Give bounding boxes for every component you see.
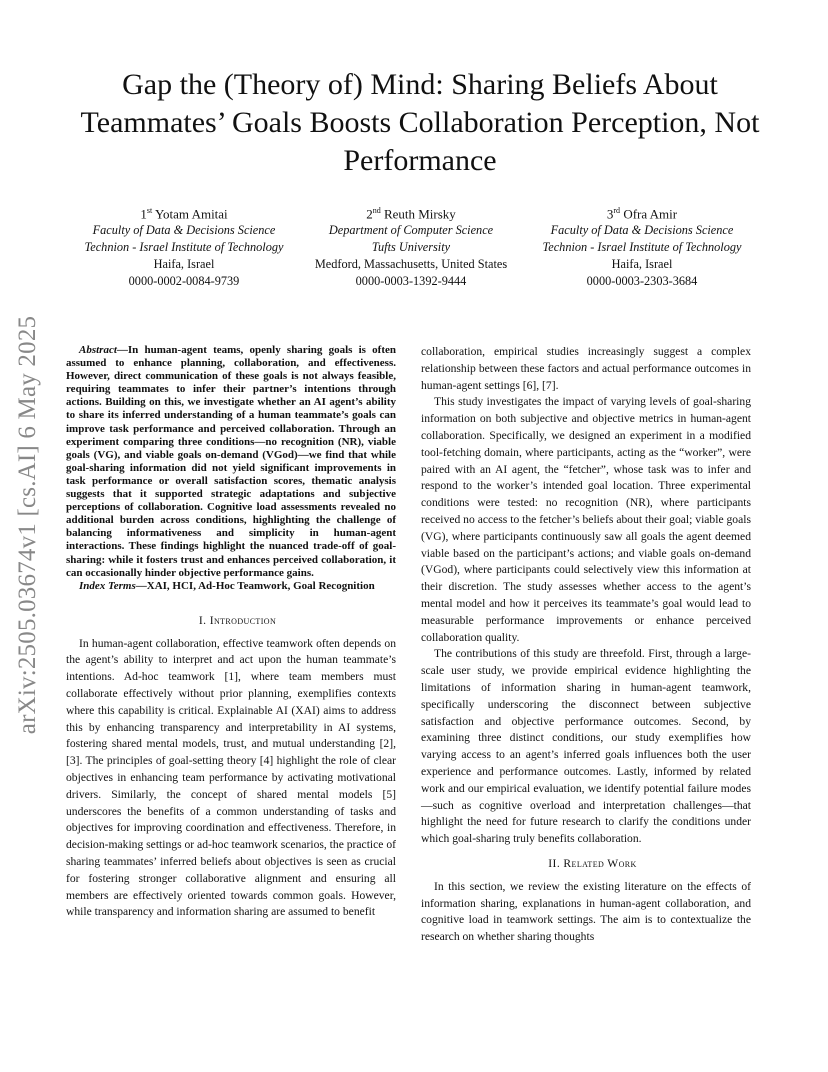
author-orcid-1: 0000-0002-0084-9739	[128, 274, 240, 289]
author-name-1: 1st Yotam Amitai	[140, 206, 228, 222]
author-location-3: Haifa, Israel	[611, 257, 673, 272]
author-inst-1: Technion - Israel Institute of Technology	[84, 240, 284, 255]
intro-paragraph: In human-agent collaboration, effective teamwork often depends on the agent’s ability to interpret and act upon the human teammate’s intentions. Ad-hoc teamwork [1], where team members must collaborate effectively without prior planning, exemplifies contexts where this capability is critical. Explainable AI (XAI) aims to address this by enhancing transparency and interpretability in AI systems, fostering shared mental models, trust, and mutual understanding [2], [3]. The principles of goal-setting theory [4] highlight the role of clear objectives in enhancing team performance by activating motivational drivers. Similarly, the concept of shared mental models [5] underscores the benefits of a common understanding of tasks and objectives for improving coordination and effectiveness. Therefore, in decision-making settings or ad-hoc teamwork scenarios, the practice of sharing teammates’ inferred beliefs about objectives is seen as crucial for fostering stronger collaborative alignment and ensuring all members are effectively oriented towards common goals. However, while transparency and information sharing are assumed to benefit	[66, 636, 396, 919]
author-block-1	[54, 202, 314, 290]
intro-paragraph-continued: collaboration, empirical studies increasingly suggest a complex relationship between these factors and actual performance outcomes in human-agent settings [6], [7].	[421, 345, 751, 392]
paper-title: Gap the (Theory of) Mind: Sharing Beliefs About Teammates’ Goals Boosts Collaboration Perception, Not Performance	[80, 68, 760, 177]
index-terms: Index Terms—XAI, HCI, Ad-Hoc Teamwork, Goal Recognition	[79, 579, 375, 592]
author-location-2: Medford, Massachusetts, United States	[314, 257, 508, 272]
author-inst-3: Technion - Israel Institute of Technology	[542, 240, 742, 255]
author-dept-1: Faculty of Data & Decisions Science	[92, 223, 276, 238]
section-heading-related-work: II. Related Work	[548, 856, 637, 870]
right-column	[421, 344, 751, 946]
left-column	[66, 344, 396, 921]
author-block-3	[512, 202, 772, 290]
author-location-1: Haifa, Israel	[153, 257, 215, 272]
author-dept-3: Faculty of Data & Decisions Science	[550, 223, 734, 238]
study-paragraph: This study investigates the impact of varying levels of goal-sharing information on both subjective and objective metrics in human-agent collaboration. Specifically, we designed an experiment in a modified tool-fetching domain, where participants, acting as the “worker”, were paired with an AI agent, the “fetcher”, whose task was to infer and respond to the worker’s intended goal location. Three experimental conditions were tested: no recognition (NR), where participants received no access to the fetcher’s beliefs about their goal; viable goals (VG), where participants continuously saw all goals the agent deemed viable based on the participant’s actions; and viable goals on-demand (VGod), where participants could selectively view this information at their discretion. The study assesses whether access to the agent’s mental model and how it perceives its teammate’s goal would lead to measurable performance improvements or enhance perceived collaboration quality.	[421, 395, 751, 644]
abstract: Abstract—In human-agent teams, openly sharing goals is often assumed to enhance planning, collaboration, and effectiveness. However, direct communication of these goals is not always feasible, requiring teammates to infer their partner’s intentions through actions. Building on this, we investigate whether an AI agent’s ability to share its inferred understanding of a human teammate’s goals can improve task performance and perceived collaboration. Through an experiment comparing three conditions—no recognition (NR), viable goals (VG), and viable goals on-demand (VGod)—we find that while goal-sharing information did not yield significant improvements in task performance or overall satisfaction scores, thematic analysis suggests that it supported strategic adaptations and subjective perceptions of collaboration. Cognitive load assessments revealed no additional burden across conditions, highlighting the challenge of balancing informativeness and simplicity in human-agent interactions. These findings highlight the nuanced trade-off of goal-sharing: while it fosters trust and enhances perceived collaboration, it can occasionally hinder objective performance gains.	[66, 344, 396, 579]
author-name-2: 2nd Reuth Mirsky	[366, 206, 456, 222]
author-dept-2: Department of Computer Science	[328, 223, 494, 238]
section-heading-introduction: I. Introduction	[198, 613, 277, 627]
related-work-paragraph: In this section, we review the existing literature on the effects of information sharing, explanations in human-agent collaboration, and cognitive load in teamwork settings. The aim is to contextualize the research on whether sharing thoughts	[421, 879, 751, 944]
author-name-3: 3rd Ofra Amir	[606, 206, 678, 222]
author-orcid-3: 0000-0003-2303-3684	[586, 274, 698, 289]
author-inst-2: Tufts University	[371, 240, 451, 255]
author-block-2	[281, 202, 541, 290]
arxiv-identifier	[8, 290, 48, 760]
author-orcid-2: 0000-0003-1392-9444	[355, 274, 467, 289]
contributions-paragraph: The contributions of this study are threefold. First, through a large-scale user study, we provide empirical evidence highlighting the limitations of information sharing in human-agent teamwork, specifically underscoring the disconnect between subjective satisfaction and objective performance outcomes. Second, by examining three distinct conditions, our study exemplifies how varying access to an agent’s inferred goals influences both the user experience and performance outcomes. Lastly, informed by related work and our empirical evaluation, we identify potential failure modes—such as cognitive overload and interpretation challenges—that highlight the need for future research to clarify the conditions under which goal-sharing truly benefits collaboration.	[421, 647, 751, 846]
arxiv-id-text: arXiv:2505.03674v1 [cs.AI] 6 May 2025	[14, 315, 42, 735]
